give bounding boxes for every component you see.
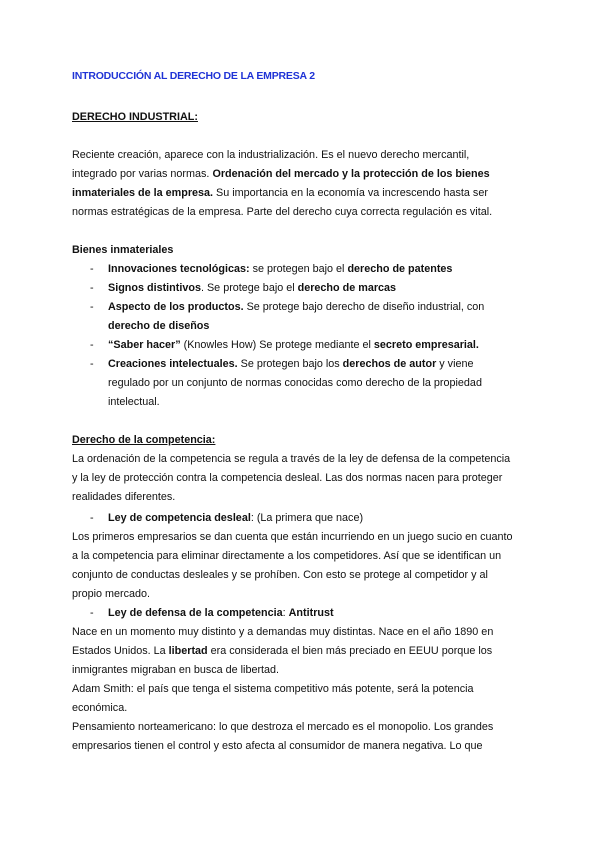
paragraph-line: a la competencia para eliminar directamente a los competidores. Así que se identifican un bbox=[72, 550, 502, 562]
list-item: Innovaciones tecnológicas: se protegen bajo el derecho de patentes bbox=[108, 263, 453, 275]
paragraph-line: conjunto de conductas desleales y se prohíben. Con esto se protege al competidor y al bbox=[72, 569, 488, 581]
paragraph-line: Estados Unidos. La libertad era considerada el bien más preciado en EEUU porque los bbox=[72, 645, 493, 657]
list-item: Ley de competencia desleal: (La primera que nace) bbox=[108, 512, 364, 524]
list-item: Creaciones intelectuales. Se protegen bajo los derechos de autor y viene bbox=[108, 358, 474, 370]
paragraph-line: Reciente creación, aparece con la industrialización. Es el nuevo derecho mercantil, bbox=[72, 149, 470, 161]
list-dash: - bbox=[90, 282, 94, 294]
paragraph-line: integrado por varias normas. Ordenación del mercado y la protección de los bienes bbox=[72, 168, 490, 180]
paragraph-line: Adam Smith: el país que tenga el sistema competitivo más potente, será la potencia bbox=[72, 683, 474, 695]
section-heading-competencia: Derecho de la competencia: bbox=[72, 434, 216, 446]
section-heading-bienes: Bienes inmateriales bbox=[72, 244, 174, 256]
list-dash: - bbox=[90, 607, 94, 619]
paragraph-line: empresarios tienen el control y esto afecta al consumidor de manera negativa. Lo que bbox=[72, 740, 483, 752]
section-heading-derecho-industrial: DERECHO INDUSTRIAL: bbox=[72, 111, 198, 123]
list-dash: - bbox=[90, 358, 94, 370]
paragraph-line: propio mercado. bbox=[72, 588, 151, 600]
paragraph-line: inmigrantes migraban en busca de libertad. bbox=[72, 664, 280, 676]
paragraph-line: inmateriales de la empresa. Su importancia en la economía va increscendo hasta ser bbox=[72, 187, 488, 199]
paragraph-line: y la ley de protección contra la competencia desleal. Las dos normas nacen para proteger bbox=[72, 472, 503, 484]
list-item-continuation: intelectual. bbox=[108, 396, 160, 408]
paragraph-line: Nace en un momento muy distinto y a demandas muy distintas. Nace en el año 1890 en bbox=[72, 626, 494, 638]
document-title: INTRODUCCIÓN AL DERECHO DE LA EMPRESA 2 bbox=[72, 70, 315, 82]
list-dash: - bbox=[90, 301, 94, 313]
list-dash: - bbox=[90, 512, 94, 524]
paragraph-line: normas estratégicas de la empresa. Parte del derecho cuya correcta regulación es vital. bbox=[72, 206, 493, 218]
list-item-continuation: regulado por un conjunto de normas conocidas como derecho de la propiedad bbox=[108, 377, 482, 389]
paragraph-line: La ordenación de la competencia se regula a través de la ley de defensa de la competencia bbox=[72, 453, 511, 465]
list-dash: - bbox=[90, 339, 94, 351]
paragraph-line: Los primeros empresarios se dan cuenta que están incurriendo en un juego sucio en cuanto bbox=[72, 531, 513, 543]
paragraph-line: realidades diferentes. bbox=[72, 491, 176, 503]
paragraph-line: económica. bbox=[72, 702, 128, 714]
list-dash: - bbox=[90, 263, 94, 275]
list-item: “Saber hacer” (Knowles How) Se protege mediante el secreto empresarial. bbox=[108, 339, 479, 351]
list-item-continuation: derecho de diseños bbox=[108, 320, 210, 332]
paragraph-line: Pensamiento norteamericano: lo que destroza el mercado es el monopolio. Los grandes bbox=[72, 721, 494, 733]
list-item: Signos distintivos. Se protege bajo el derecho de marcas bbox=[108, 282, 397, 294]
list-item: Aspecto de los productos. Se protege bajo derecho de diseño industrial, con bbox=[108, 301, 485, 313]
list-item: Ley de defensa de la competencia: Antitrust bbox=[108, 607, 334, 619]
